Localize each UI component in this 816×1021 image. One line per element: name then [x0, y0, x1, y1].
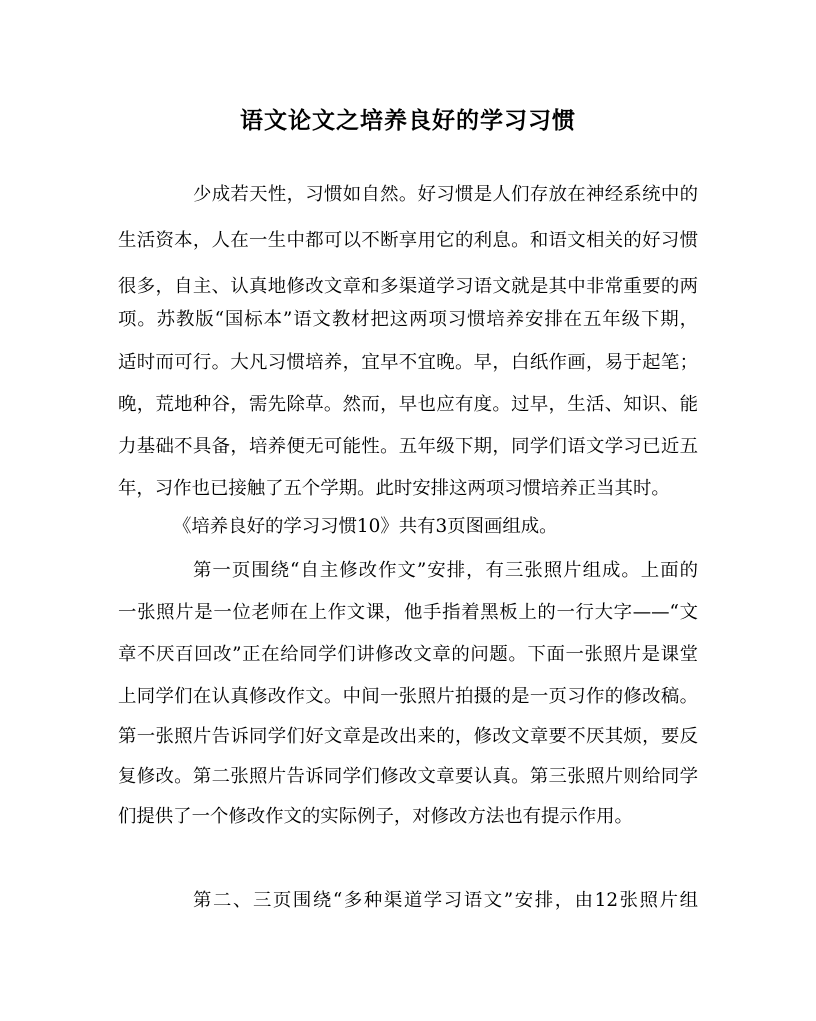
- paragraph-line: 力基础不具备，培养便无可能性。五年级下期，同学们语文学习已近五: [118, 436, 698, 457]
- page-title: 语文论文之培养良好的学习习惯: [240, 107, 576, 134]
- paragraph-line: 第一张照片告诉同学们好文章是改出来的，修改文章要不厌其烦，要反: [118, 726, 698, 747]
- paragraph-line: 第二、三页围绕“多种渠道学习语文”安排，由12张照片组: [193, 890, 698, 911]
- paragraph-line: 生活资本，人在一生中都可以不断享用它的利息。和语文相关的好习惯: [118, 230, 698, 251]
- paragraph-line: 复修改。第二张照片告诉同学们修改文章要认真。第三张照片则给同学: [118, 766, 698, 787]
- paragraph-line: 少成若天性，习惯如自然。好习惯是人们存放在神经系统中的: [193, 184, 698, 205]
- paragraph-line: 《培养良好的学习习惯10》共有3页图画组成。: [173, 516, 558, 537]
- paragraph-line: 们提供了一个修改作文的实际例子，对修改方法也有提示作用。: [118, 806, 633, 827]
- paragraph-line: 章不厌百回改”正在给同学们讲修改文章的问题。下面一张照片是课堂: [118, 644, 698, 665]
- paragraph-line: 项。苏教版“国标本”语文教材把这两项习惯培养安排在五年级下期，: [118, 309, 698, 330]
- paragraph-line: 一张照片是一位老师在上作文课，他手指着黑板上的一行大字——“文: [118, 602, 698, 623]
- paragraph-line: 很多，自主、认真地修改文章和多渠道学习语文就是其中非常重要的两: [118, 276, 698, 297]
- paragraph-line: 晚，荒地种谷，需先除草。然而，早也应有度。过早，生活、知识、能: [118, 394, 698, 415]
- paragraph-line: 适时而可行。大凡习惯培养，宜早不宜晚。早，白纸作画，易于起笔；: [118, 352, 698, 373]
- paragraph-line: 上同学们在认真修改作文。中间一张照片拍摄的是一页习作的修改稿。: [118, 686, 698, 707]
- paragraph-line: 第一页围绕“自主修改作文”安排，有三张照片组成。上面的: [193, 560, 698, 581]
- paragraph-line: 年，习作也已接触了五个学期。此时安排这两项习惯培养正当其时。: [118, 478, 670, 499]
